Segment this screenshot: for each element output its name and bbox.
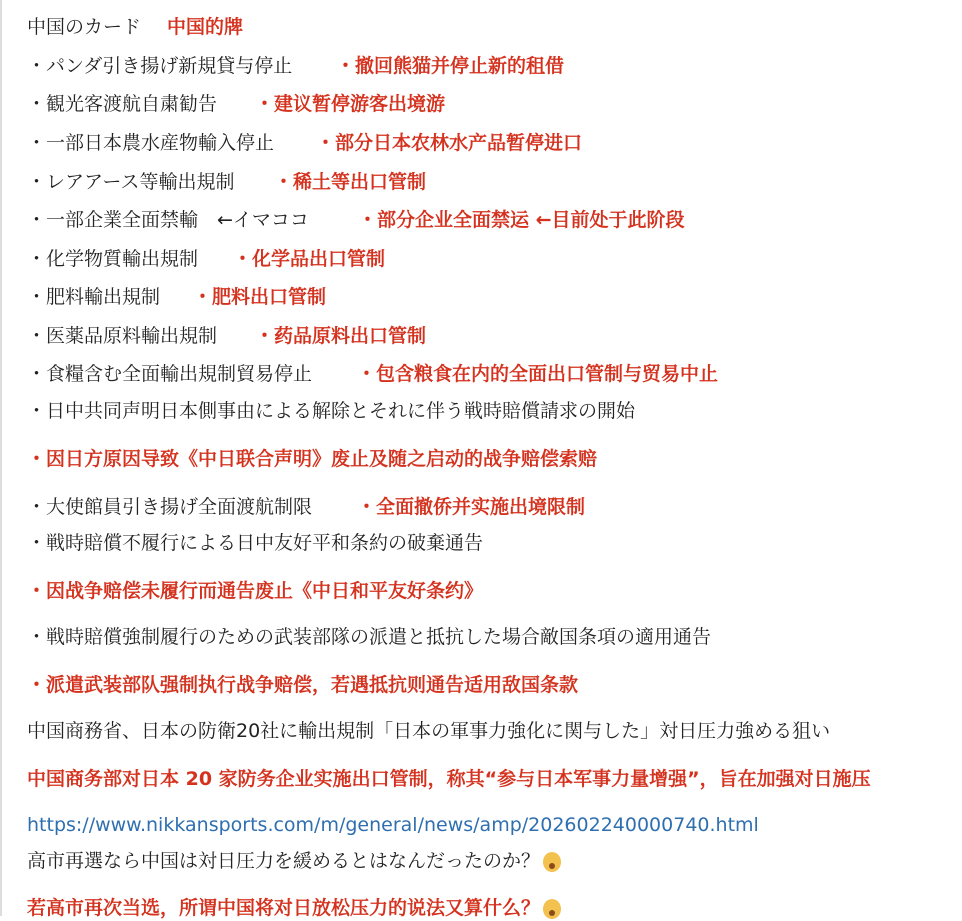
item-cn: ・部分日本农林水产品暂停进口 (316, 132, 583, 154)
news-headline-cn: 中国商务部对日本 20 家防务企业实施出口管制，称其“参与日本军事力量增强”，旨在加强对日施压 (27, 768, 871, 790)
item-jp: ・食糧含む全面輸出規制貿易停止 (27, 363, 313, 385)
item-jp: ・レアアース等輸出規制 (27, 171, 235, 193)
item-jp: ・大使館員引き揚げ全面渡航制限 (27, 496, 313, 518)
extra-jp-3: ・戦時賠償不履行による日中友好平和条約の破棄通告 (27, 532, 484, 554)
extra-cn-3: ・因战争赔偿未履行而通告废止《中日和平友好条约》 (27, 580, 484, 602)
heading-jp: 中国のカード (27, 16, 142, 38)
extra-jp-4: ・戦時賠償強制履行のための武装部隊の派遣と抵抗した場合敵国条項の適用通告 (27, 626, 712, 648)
list-item (27, 53, 565, 79)
item-jp: ・化学物質輸出規制 (27, 248, 199, 270)
news-headline-jp: 中国商務省、日本の防衛20社に輸出規制「日本の軍事力強化に関与した」対日圧力強める狙い (27, 720, 831, 742)
item-jp: ・一部日本農水産物輸入停止 (27, 132, 275, 154)
item-jp: ・肥料輸出規制 (27, 286, 161, 308)
item-jp: ・パンダ引き揚げ新規貸与停止 (27, 55, 293, 77)
question-jp: 高市再選なら中国は対日圧力を緩めるとはなんだったのか？ (27, 850, 541, 872)
question-jp-line (27, 848, 561, 874)
extra-cn-1: ・因日方原因导致《中日联合声明》废止及随之启动的战争赔偿索赔 (27, 448, 598, 470)
item-jp: ・観光客渡航自粛勧告 (27, 93, 218, 115)
item-cn: ・包含粮食在内的全面出口管制与贸易中止 (357, 363, 719, 385)
item-cn: ・撤回熊猫并停止新的租借 (336, 55, 565, 77)
list-item (27, 361, 719, 387)
item-cn: ・肥料出口管制 (193, 286, 327, 308)
item-jp: ・医薬品原料輸出規制 (27, 325, 218, 347)
left-border (0, 0, 2, 916)
item-cn: ・全面撤侨并实施出境限制 (357, 496, 586, 518)
item-cn: ・稀土等出口管制 (274, 171, 427, 193)
list-item (27, 91, 446, 117)
list-item (27, 130, 583, 156)
list-item (27, 323, 427, 349)
question-cn-line (27, 895, 561, 921)
item-cn: ・药品原料出口管制 (255, 325, 427, 347)
question-cn: 若高市再次当选，所谓中国将对日放松压力的说法又算什么？ (27, 897, 541, 919)
list-item (27, 169, 427, 195)
item-cn: ・建议暂停游客出境游 (255, 93, 446, 115)
list-item (27, 246, 386, 272)
item-cn: ・化学品出口管制 (233, 248, 386, 270)
thinking-face-emoji-icon (543, 852, 561, 872)
item-jp: ・一部企業全面禁輸 ←イマココ (27, 209, 309, 231)
list-item (27, 207, 685, 233)
item-cn: ・部分企业全面禁运 ←目前处于此阶段 (358, 209, 685, 231)
heading-cn: 中国的牌 (167, 16, 244, 38)
news-link[interactable]: https://www.nikkansports.com/m/general/news/amp/202602240000740.html (27, 814, 759, 836)
heading-line (27, 14, 244, 40)
extra-jp-1: ・日中共同声明日本側事由による解除とそれに伴う戦時賠償請求の開始 (27, 400, 636, 422)
list-item (27, 284, 327, 310)
extra-cn-4: ・派遣武装部队强制执行战争赔偿，若遇抵抗则通告适用敌国条款 (27, 674, 579, 696)
list-item (27, 494, 586, 520)
